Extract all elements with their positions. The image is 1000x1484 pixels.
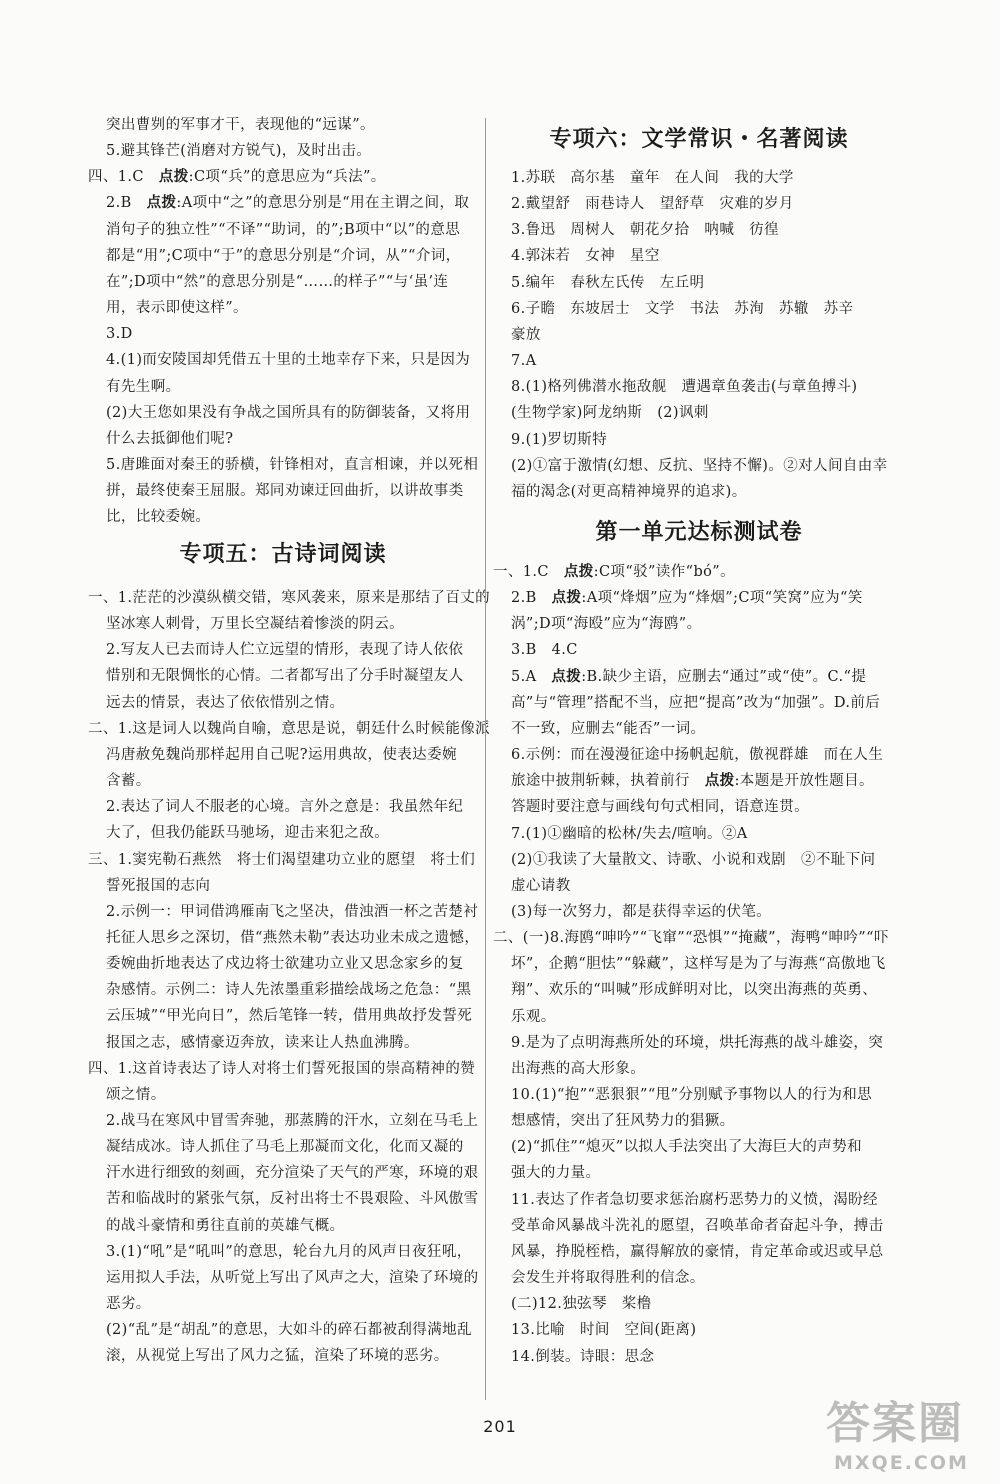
answer-line: 2.写友人已去而诗人伫立远望的情形，表现了诗人依依	[106, 642, 464, 659]
answer-line: 有先生啊。	[106, 378, 181, 395]
line-text: :本题是开放性题目。	[734, 773, 874, 790]
answer-line: 会发生并将取得胜利的信念。	[511, 1270, 705, 1287]
line-text: :A项“烽烟”应为“烽烟”;C项“笑窝”应为“笑	[581, 590, 863, 607]
answer-line: 委婉曲折地表达了戍边将士欲建功立业又思念家乡的复	[106, 956, 464, 973]
line-text: 旅途中披荆斩棘，执着前行	[511, 773, 705, 790]
answer-line: 报国之志，感情豪迈奔放，读来让人热血沸腾。	[106, 1034, 419, 1051]
hint-label: 点拨	[551, 590, 582, 607]
answer-line: 8.(1)格列佛潜水拖敌舰 遭遇章鱼袭击(与章鱼搏斗)	[511, 379, 858, 396]
answer-line: 7.A	[511, 353, 537, 370]
answer-line: 恶劣。	[106, 1296, 151, 1313]
line-text: 2.B	[511, 590, 552, 607]
answer-line: 5.避其锋芒(消磨对方锐气)，及时出击。	[106, 143, 372, 160]
answer-line: 四、1.这首诗表达了诗人对将士们誓死报国的崇高精神的赞	[88, 1060, 476, 1077]
answer-line: 3.鲁迅 周树人 朝花夕拾 呐喊 彷徨	[511, 222, 779, 239]
answer-line: 11.表达了作者急切要求惩治腐朽恶势力的义愤，渴盼经	[511, 1191, 878, 1208]
answer-line: 都是“用”;C项中“于”的意思分别是“介词，从”“介词，	[106, 247, 461, 264]
section-heading: 第一单元达标测试卷	[595, 520, 803, 545]
line-text: :C项“驳”读作“bó”。	[593, 564, 735, 580]
answer-line: 比，比较委婉。	[106, 509, 211, 526]
answer-line: 大了，但我仍能跃马驰场，迎击来犯之敌。	[106, 825, 390, 842]
answer-line: 滚，从视觉上写出了风力之猛，渲染了环境的恶劣。	[106, 1348, 449, 1365]
answer-line: 坚冰寒人刺骨，万里长空凝结着惨淡的阴云。	[106, 616, 404, 633]
answer-line: 6.子瞻 东坡居士 文学 书法 苏洵 苏辙 苏辛	[511, 300, 854, 317]
answer-line: 1.苏联 高尔基 童年 在人间 我的大学	[511, 170, 794, 186]
answer-line	[88, 167, 386, 187]
line-text: :C项“兵”的意思应为“兵法”。	[188, 169, 386, 186]
answer-line: 强大的力量。	[511, 1165, 601, 1182]
answer-line	[511, 771, 874, 791]
answer-line: 拼，最终使秦王屈服。郑同劝谏迂回曲折，以讲故事类	[106, 483, 464, 500]
section-heading: 专项五：古诗词阅读	[179, 542, 387, 567]
answer-line: 托征人思乡之深切，借“燕然未勒”表达功业未成之遗憾，	[106, 929, 480, 946]
answer-line	[511, 745, 883, 765]
answer-line: 13.比喻 时间 空间(距离)	[511, 1322, 697, 1339]
answer-line: 冯唐赦免魏尚那样起用自己呢?运用典故，使表达委婉	[106, 746, 457, 763]
answer-line: (3)每一次努力，都是获得幸运的伏笔。	[511, 903, 772, 920]
hint-label: 点拨	[551, 668, 582, 685]
answer-line: 4.(1)而安陵国却凭借五十里的土地幸存下来，只是因为	[106, 352, 471, 369]
answer-line: 虚心请教	[511, 877, 571, 894]
answer-line: 4.郭沫若 女神 星空	[511, 248, 660, 265]
answer-line: 5.编年 春秋左氏传 左丘明	[511, 274, 705, 291]
answer-line: 想感情，突出了狂风势力的猖獗。	[511, 1113, 735, 1130]
answer-line: 三、1.窦宪勒石燕然 将士们渴望建功立业的愿望 将士们	[88, 851, 476, 868]
answer-line: 5.唐雎面对秦王的骄横，针锋相对，直言相谏，并以死相	[106, 456, 479, 473]
hint-label: 点拨	[158, 169, 189, 186]
hint-label: 点拨	[563, 564, 594, 580]
answer-line: (生物学家)阿龙纳斯 (2)讽刺	[511, 405, 709, 422]
hint-label: 点拨	[704, 773, 735, 790]
answer-line: 杂感情。示例二：诗人先浓墨重彩描绘战场之危急：“黑	[106, 982, 472, 999]
answer-line: 云压城”“甲光向日”，然后笔锋一转，借用典故抒发誓死	[106, 1008, 473, 1025]
answer-line: 不一致，应删去“能否”一词。	[511, 720, 706, 737]
line-text: :A项中“之”的意思分别是“用在主谓之间，取	[176, 195, 470, 212]
answer-line: (二)12.独弦琴 桨橹	[511, 1296, 652, 1313]
answer-line: 3.(1)“吼”是“吼叫”的意思，轮台九月的风声日夜狂吼，	[106, 1243, 472, 1260]
answer-line: 14.倒装。诗眼：思念	[511, 1348, 655, 1365]
answer-line: (2)①我读了大量散文、诗歌、小说和戏剧 ②不耻下问	[511, 851, 876, 868]
answer-line: 一、1.茫茫的沙漠纵横交错，寒风袭来，原来是那结了百丈的	[88, 590, 491, 606]
answer-line: 突出曹刿的军事才干，表现他的“远谋”。	[106, 117, 375, 133]
page-number: 201	[483, 1417, 517, 1436]
answer-line: 誓死报国的志向	[106, 877, 211, 894]
answer-line: 2.示例一：甲词借鸿雁南飞之坚决，借浊酒一杯之苦楚衬	[106, 903, 479, 920]
line-text: 6.示例：而在漫漫征途中扬帆起航，傲视群雄 而在人生	[511, 747, 884, 764]
answer-line: 涡”;D项“海殴”应为“海鸥”。	[511, 616, 702, 633]
answer-line: 的战斗豪情和勇往直前的英雄气概。	[106, 1217, 345, 1234]
answer-line: 答题时要注意与画线句句式相同，语意连贯。	[511, 799, 809, 816]
watermark-logo-text: 答案圈	[826, 1398, 964, 1449]
answer-line: 2.战马在寒风中冒雪奔驰，那蒸腾的汗水，立刻在马毛上	[106, 1113, 479, 1129]
answer-line: 含蓄。	[106, 773, 151, 790]
answer-line: (2)“抓住”“熄灭”以拟人手法突出了大海巨大的声势和	[511, 1139, 862, 1156]
answer-line: 二、1.这是词人以魏尚自喻，意思是说，朝廷什么时候能像派	[88, 720, 491, 737]
watermark-logo	[820, 1398, 996, 1480]
answer-line: 7.(1)①幽暗的松林/失去/喧响。②A	[511, 825, 748, 842]
answer-line: 颂之情。	[106, 1086, 166, 1103]
answer-line: 风暴，挣脱桎梏，赢得解放的豪情，肯定革命或迟或早总	[511, 1243, 884, 1260]
watermark-url-text: MXQE.COM	[834, 1452, 969, 1474]
answer-line: 出海燕的高大形象。	[511, 1060, 646, 1077]
answer-line: 什么去抵御他们呢?	[106, 430, 234, 447]
answer-line: 汗水进行细致的刻画，充分渲染了天气的严寒，环境的艰	[106, 1165, 479, 1182]
answer-line: 在”;D项中“然”的意思分别是“……的样子”“与‘虽’连	[106, 273, 449, 290]
answer-line: 9.是为了点明海燕所处的环境，烘托海燕的战斗雄姿，突	[511, 1034, 884, 1051]
answer-line: 用，表示即使这样”。	[106, 300, 248, 317]
line-text: 一、1.C	[493, 564, 564, 580]
answer-line: 凝结成冰。诗人抓住了马毛上那凝而文化，化而又凝的	[106, 1139, 464, 1156]
answer-line: 豪放	[511, 326, 541, 343]
answer-line: (2)“乱”是“胡乱”的意思，大如斗的碎石都被刮得满地乱	[106, 1322, 472, 1339]
answer-line: (2)大王您如果没有争战之国所具有的防御装备，又将用	[106, 404, 471, 421]
answer-line: 坏”，企鹅“胆怯”“躲藏”，这样写是为了与海燕“高傲地飞	[511, 956, 886, 973]
line-text: 四、1.C	[88, 169, 159, 186]
answer-line: 远去的情景，表达了依依惜别之情。	[106, 694, 345, 711]
answer-line: 2.戴望舒 雨巷诗人 望舒草 灾难的岁月	[511, 196, 794, 213]
answer-line: 翔”、欢乐的“叫喊”形成鲜明对比，以突出海燕的英勇、	[511, 982, 878, 999]
answer-line	[511, 588, 863, 608]
answer-line: (2)①富于激情(幻想、反抗、坚持不懈)。②对人间自由幸	[511, 457, 888, 474]
answer-line: 消句子的独立性”“不译”“助词，的”;B项中“以”的意思	[106, 221, 461, 238]
line-text: 2.B	[106, 195, 147, 212]
answer-line: 2.表达了词人不服老的心境。言外之意是：我虽然年纪	[106, 799, 464, 816]
section-heading: 专项六：文学常识・名著阅读	[549, 127, 849, 152]
line-text: :B.缺少主语，应删去“通过”或“使”。C.“提	[581, 668, 867, 685]
answer-line: 惜别和无限惆怅的心情。二者都写出了分手时凝望友人	[106, 668, 464, 685]
answer-line: 高”与“管理”搭配不当，应把“提高”改为“加强”。D.前后	[511, 694, 881, 711]
answer-line	[493, 562, 735, 582]
hint-label: 点拨	[146, 195, 177, 212]
answer-line: 运用拟人手法，从听觉上写出了风声之大，渲染了环境的	[106, 1269, 479, 1286]
answer-line: 苦和临战时的紧张气氛，反衬出将士不畏艰险、斗风傲雪	[106, 1191, 479, 1208]
answer-line: 9.(1)罗切斯特	[511, 431, 607, 448]
answer-line: 二、(一)8.海鸥“呻吟”“飞窜”“恐惧”“掩藏”，海鸭“呻吟”“吓	[493, 930, 889, 947]
answer-line: 乐观。	[511, 1008, 556, 1025]
answer-line: 3.D	[106, 326, 133, 343]
answer-line: 福的渴念(对更高精神境界的追求)。	[511, 483, 747, 500]
answer-line: 10.(1)“抱”“恶狠狠”“甩”分别赋予事物以人的行为和思	[511, 1087, 873, 1103]
answer-line: 受革命风暴战斗洗礼的愿望，召唤革命者奋起斗争，搏击	[511, 1217, 884, 1234]
line-text: 5.A	[511, 668, 552, 685]
column-divider	[485, 118, 486, 1400]
answer-line: 3.B 4.C	[511, 642, 578, 659]
answer-line	[106, 193, 469, 213]
answer-line	[511, 667, 866, 687]
